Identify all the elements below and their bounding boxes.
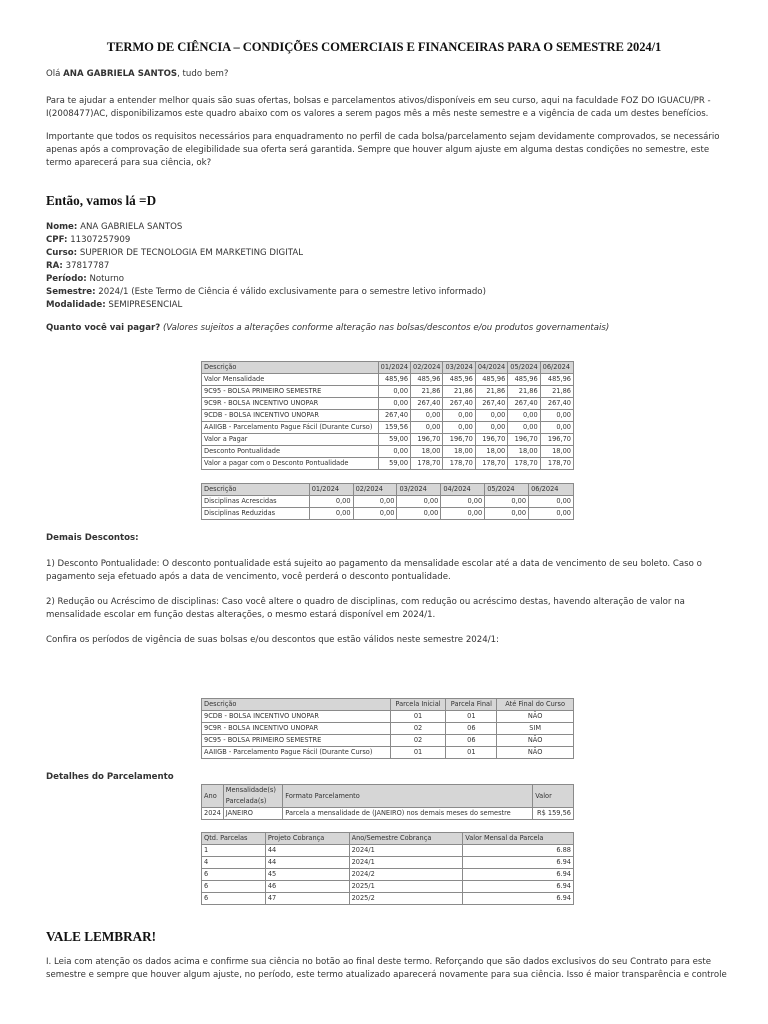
table-cell: 0,00 (353, 508, 397, 520)
table-cell: 01 (390, 747, 446, 759)
column-header: Descrição (202, 699, 391, 711)
table-row (202, 386, 574, 398)
table-cell: 0,00 (443, 410, 475, 422)
table-cell: 02 (390, 723, 446, 735)
column-header: 03/2024 (443, 362, 475, 374)
table-row (202, 398, 574, 410)
table-cell: 485,96 (378, 374, 410, 386)
table-cell: Desconto Pontualidade (202, 446, 379, 458)
billing-table (201, 832, 574, 905)
table-row (202, 881, 574, 893)
intro-paragraph-1: Para te ajudar a entender melhor quais são suas ofertas, bolsas e parcelamentos ativos/disponíveis em seu curso, aqui na faculdade FOZ DO IGUACU/PR - I(2008477)AC, disponibilizamos este quadro abaixo com os valores a serem pagos mês a mês neste semestre e a vigência de cada um destes benefícios. (46, 96, 711, 119)
table-cell: NÃO (497, 735, 574, 747)
table-cell: 06 (446, 735, 497, 747)
remember-text: I. Leia com atenção os dados acima e confirme sua ciência no botão ao final deste termo. Reforçando que são dados exclusivos do seu Contrato para este semestre e sempre que houver algum ajuste, no período, este termo atualizado aparecerá novamente para sua ciência. Isso é maior transparência e controle (46, 957, 727, 980)
column-header: 02/2024 (411, 362, 443, 374)
column-header: 06/2024 (529, 484, 574, 496)
table-cell: 21,86 (475, 386, 507, 398)
table-cell: 0,00 (529, 508, 574, 520)
student-period-label: Período: (46, 274, 87, 284)
table-cell: 0,00 (411, 410, 443, 422)
column-header: 04/2024 (441, 484, 485, 496)
table-cell: 59,00 (378, 434, 410, 446)
table-cell: 18,00 (508, 446, 540, 458)
table-cell: SIM (497, 723, 574, 735)
table-cell: 267,40 (378, 410, 410, 422)
column-header: Até Final do Curso (497, 699, 574, 711)
table-cell: Valor a Pagar (202, 434, 379, 446)
table-cell: 196,70 (540, 434, 573, 446)
table-cell: 46 (265, 881, 349, 893)
table-cell: 178,70 (508, 458, 540, 470)
table-cell: 0,00 (378, 446, 410, 458)
table-cell: AAIIGB - Parcelamento Pague Fácil (Durante Curso) (202, 747, 391, 759)
table-cell: 485,96 (443, 374, 475, 386)
table-cell: 0,00 (540, 422, 573, 434)
greeting-prefix: Olá (46, 69, 64, 79)
table-cell: 0,00 (441, 508, 485, 520)
table-row (202, 434, 574, 446)
table-cell: 21,86 (540, 386, 573, 398)
column-header: Valor Mensal da Parcela (463, 833, 574, 845)
installment-details-heading: Detalhes do Parcelamento (46, 772, 174, 782)
column-header: Formato Parcelamento (283, 785, 533, 808)
table-row (202, 508, 574, 520)
table-cell: 1 (202, 845, 266, 857)
table-cell: 2024/2 (349, 869, 463, 881)
table-cell: 9C95 - BOLSA PRIMEIRO SEMESTRE (202, 386, 379, 398)
student-ra-row (46, 260, 736, 273)
table-cell: 0,00 (540, 410, 573, 422)
column-header: Descrição (202, 484, 310, 496)
table-cell: 6 (202, 869, 266, 881)
disciplines-table (201, 483, 574, 520)
table-cell: 178,70 (475, 458, 507, 470)
column-header: Qtd. Parcelas (202, 833, 266, 845)
table-cell: 267,40 (475, 398, 507, 410)
table-cell: 178,70 (443, 458, 475, 470)
table-cell: 21,86 (411, 386, 443, 398)
table-cell: AAIIGB - Parcelamento Pague Fácil (Durante Curso) (202, 422, 379, 434)
installment-table (201, 784, 574, 820)
student-semester-row (46, 286, 736, 299)
table-row (202, 446, 574, 458)
table-cell: 06 (446, 723, 497, 735)
table-cell: 485,96 (540, 374, 573, 386)
table-cell: 0,00 (378, 386, 410, 398)
table-cell: 21,86 (508, 386, 540, 398)
table-cell: 0,00 (475, 410, 507, 422)
table-row (202, 422, 574, 434)
table-cell: Disciplinas Reduzidas (202, 508, 310, 520)
monthly-values-table (201, 361, 574, 470)
section-heading: Então, vamos lá =D (46, 193, 157, 208)
student-info (46, 221, 736, 312)
table-cell: Valor Mensalidade (202, 374, 379, 386)
table-cell: NÃO (497, 711, 574, 723)
table-cell: 4 (202, 857, 266, 869)
table-row (202, 735, 574, 747)
table-cell: NÃO (497, 747, 574, 759)
table-cell: 6 (202, 881, 266, 893)
table-cell: 0,00 (353, 496, 397, 508)
table-cell: 2025/1 (349, 881, 463, 893)
table-cell: R$ 159,56 (533, 808, 574, 820)
student-semester: 2024/1 (Este Termo de Ciência é válido exclusivamente para o semestre letivo informado) (98, 287, 486, 297)
student-name-row (46, 221, 736, 234)
table-cell: 6 (202, 893, 266, 905)
table-cell: 02 (390, 735, 446, 747)
pay-question-line (46, 322, 736, 335)
table-row (202, 893, 574, 905)
student-ra-label: RA: (46, 261, 63, 271)
table-cell: 2024/1 (349, 845, 463, 857)
table-cell: 196,70 (475, 434, 507, 446)
greeting-name: ANA GABRIELA SANTOS (63, 69, 178, 79)
table-cell: Disciplinas Acrescidas (202, 496, 310, 508)
column-header: 01/2024 (378, 362, 410, 374)
table-cell: 0,00 (508, 410, 540, 422)
table-cell: 485,96 (475, 374, 507, 386)
intro-paragraph-2: Importante que todos os requisitos necessários para enquadramento no perfil de cada bolsa/parcelamento sejam devidamente comprovados, se necessário apenas após a comprovação de elegibilidade sua oferta será garantida. Sempre que houver algum ajuste em alguma destas condições no semestre, este termo aparecerá para sua ciência, ok? (46, 132, 720, 168)
table-cell: JANEIRO (223, 808, 283, 820)
table-cell: 6.94 (463, 893, 574, 905)
billing-header-row (202, 833, 574, 845)
table-cell: 6.94 (463, 869, 574, 881)
table-cell: 0,00 (475, 422, 507, 434)
table-row (202, 747, 574, 759)
table-cell: 18,00 (411, 446, 443, 458)
validity-intro-text: Confira os períodos de vigência de suas bolsas e/ou descontos que estão válidos neste semestre 2024/1: (46, 635, 499, 645)
table-cell: 6.94 (463, 881, 574, 893)
monthly-values-header-row (202, 362, 574, 374)
table-cell: 178,70 (540, 458, 573, 470)
table-cell: 196,70 (443, 434, 475, 446)
student-period-row (46, 273, 736, 286)
table-cell: 0,00 (411, 422, 443, 434)
table-cell: 485,96 (411, 374, 443, 386)
column-header: 05/2024 (508, 362, 540, 374)
table-cell: 0,00 (397, 496, 441, 508)
disciplines-header-row (202, 484, 574, 496)
table-cell: 0,00 (529, 496, 574, 508)
table-cell: 178,70 (411, 458, 443, 470)
column-header: 04/2024 (475, 362, 507, 374)
student-period: Noturno (89, 274, 125, 284)
table-cell: 0,00 (485, 496, 529, 508)
validity-header-row (202, 699, 574, 711)
table-cell: 267,40 (411, 398, 443, 410)
greeting (46, 68, 736, 81)
table-cell: 9C9R - BOLSA INCENTIVO UNOPAR (202, 723, 391, 735)
student-semester-label: Semestre: (46, 287, 96, 297)
table-cell: Valor a pagar com o Desconto Pontualidade (202, 458, 379, 470)
table-cell: 21,86 (443, 386, 475, 398)
pay-note: (Valores sujeitos a alterações conforme alteração nas bolsas/descontos e/ou produtos governamentais) (162, 323, 610, 333)
table-cell: 01 (446, 711, 497, 723)
table-cell: 196,70 (411, 434, 443, 446)
table-cell: 485,96 (508, 374, 540, 386)
student-course: SUPERIOR DE TECNOLOGIA EM MARKETING DIGITAL (79, 248, 303, 258)
table-cell: 18,00 (443, 446, 475, 458)
student-name-label: Nome: (46, 222, 78, 232)
student-course-label: Curso: (46, 248, 78, 258)
table-row (202, 869, 574, 881)
column-header: Projeto Cobrança (265, 833, 349, 845)
column-header: 01/2024 (309, 484, 353, 496)
table-cell: 2024/1 (349, 857, 463, 869)
column-header: 06/2024 (540, 362, 573, 374)
student-modality: SEMIPRESENCIAL (108, 300, 183, 310)
column-header: Valor (533, 785, 574, 808)
table-row (202, 410, 574, 422)
student-modality-row (46, 299, 736, 312)
table-row (202, 496, 574, 508)
table-cell: 0,00 (485, 508, 529, 520)
table-cell: 0,00 (309, 496, 353, 508)
table-cell: 44 (265, 857, 349, 869)
table-row (202, 458, 574, 470)
table-cell: 6.88 (463, 845, 574, 857)
table-cell: 2025/2 (349, 893, 463, 905)
table-row (202, 723, 574, 735)
table-cell: 9CDB - BOLSA INCENTIVO UNOPAR (202, 711, 391, 723)
student-cpf-row (46, 234, 736, 247)
table-row (202, 808, 574, 820)
column-header: Mensalidade(s) Parcelada(s) (223, 785, 283, 808)
table-cell: 01 (390, 711, 446, 723)
table-cell: 2024 (202, 808, 224, 820)
column-header: Ano (202, 785, 224, 808)
other-discounts-heading: Demais Descontos: (46, 533, 139, 543)
table-cell: 59,00 (378, 458, 410, 470)
student-ra: 37817787 (65, 261, 110, 271)
discount-disciplines-text: 2) Redução ou Acréscimo de disciplinas: Caso você altere o quadro de disciplinas, com redução ou acréscimo destas, havendo alteração de valor na mensalidade escolar em função destas alterações, o mesmo estará disponível em 2024/1. (46, 597, 685, 620)
table-row (202, 711, 574, 723)
table-cell: 0,00 (397, 508, 441, 520)
page-title: TERMO DE CIÊNCIA – CONDIÇÕES COMERCIAIS E FINANCEIRAS PARA O SEMESTRE 2024/1 (106, 40, 662, 54)
table-cell: 0,00 (443, 422, 475, 434)
installment-header-row (202, 785, 574, 808)
table-cell: 44 (265, 845, 349, 857)
table-cell: 47 (265, 893, 349, 905)
student-cpf-label: CPF: (46, 235, 68, 245)
column-header: Parcela Inicial (390, 699, 446, 711)
table-cell: 45 (265, 869, 349, 881)
table-row (202, 374, 574, 386)
table-cell: 0,00 (508, 422, 540, 434)
student-course-row (46, 247, 736, 260)
table-row (202, 845, 574, 857)
pay-question: Quanto você vai pagar? (46, 323, 161, 333)
table-cell: 159,56 (378, 422, 410, 434)
student-cpf: 11307257909 (70, 235, 131, 245)
column-header: 05/2024 (485, 484, 529, 496)
validity-table (201, 698, 574, 759)
table-cell: 6.94 (463, 857, 574, 869)
table-cell: 0,00 (378, 398, 410, 410)
table-cell: 01 (446, 747, 497, 759)
table-cell: 18,00 (475, 446, 507, 458)
student-modality-label: Modalidade: (46, 300, 106, 310)
remember-heading: VALE LEMBRAR! (46, 929, 157, 944)
table-cell: 267,40 (540, 398, 573, 410)
table-row (202, 857, 574, 869)
table-cell: 9CDB - BOLSA INCENTIVO UNOPAR (202, 410, 379, 422)
greeting-suffix: , tudo bem? (177, 69, 229, 79)
column-header: Descrição (202, 362, 379, 374)
table-cell: 267,40 (443, 398, 475, 410)
student-name: ANA GABRIELA SANTOS (80, 222, 183, 232)
table-cell: 267,40 (508, 398, 540, 410)
table-cell: 0,00 (441, 496, 485, 508)
table-cell: 9C95 - BOLSA PRIMEIRO SEMESTRE (202, 735, 391, 747)
table-cell: 9C9R - BOLSA INCENTIVO UNOPAR (202, 398, 379, 410)
column-header: 02/2024 (353, 484, 397, 496)
table-cell: Parcela a mensalidade de (JANEIRO) nos demais meses do semestre (283, 808, 533, 820)
table-cell: 196,70 (508, 434, 540, 446)
discount-punctuality-text: 1) Desconto Pontualidade: O desconto pontualidade está sujeito ao pagamento da mensalidade escolar até a data de vencimento de seu boleto. Caso o pagamento seja efetuado após a data de vencimento, você perderá o desconto pontualidade. (46, 559, 702, 582)
column-header: 03/2024 (397, 484, 441, 496)
column-header: Ano/Semestre Cobrança (349, 833, 463, 845)
table-cell: 0,00 (309, 508, 353, 520)
column-header: Parcela Final (446, 699, 497, 711)
table-cell: 18,00 (540, 446, 573, 458)
